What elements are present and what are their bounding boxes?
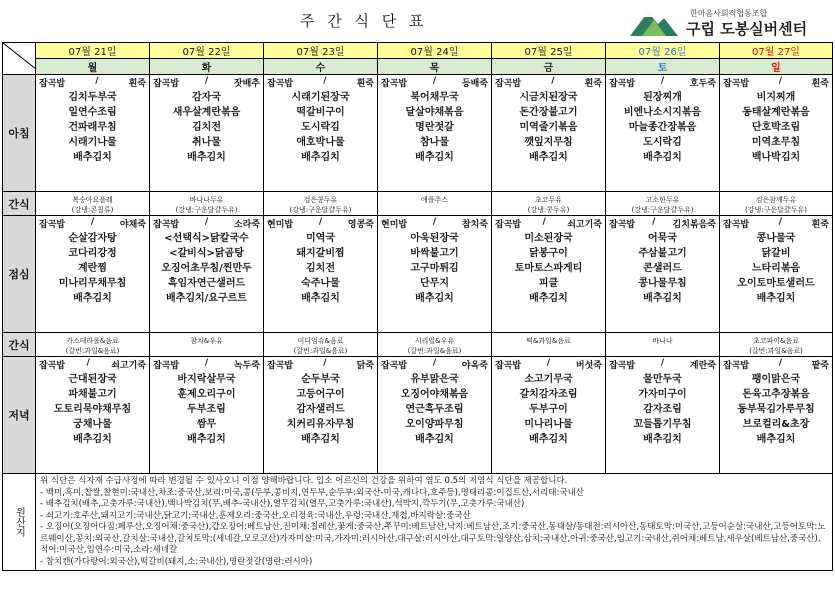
snack2-cell [36, 333, 150, 357]
porridge-type: 호두죽 [689, 79, 716, 89]
slash-divider: / [204, 217, 209, 227]
snack1-label: 간식 [3, 192, 36, 216]
rice-line [36, 216, 149, 231]
dish-item: 돼지갈비찜 [296, 248, 345, 259]
dinner-menu-cell [36, 357, 150, 474]
dish-item: 미역초무침 [751, 137, 801, 148]
lunch-menu-cell [492, 216, 606, 333]
snack2-cell [606, 333, 720, 357]
dish-item: 배추김치 [187, 434, 226, 445]
rice-line [36, 75, 149, 90]
snack2-cell [150, 333, 264, 357]
dish-item: 느타리볶음 [751, 263, 801, 274]
dish-item: 깻잎지무침 [524, 137, 573, 148]
organization-name: 한마음사회적협동조합 [690, 9, 768, 18]
dish-item: 배추김치 [643, 152, 682, 163]
origin-label: 원산지 [3, 474, 36, 571]
dish-item: 바지락살무국 [177, 374, 236, 385]
breakfast-menu-cell [720, 75, 833, 192]
date-cell: 07월 27일 [720, 43, 833, 59]
rice-type: 잡곡밥 [723, 220, 750, 230]
rice-type: 잡곡밥 [495, 79, 522, 89]
dish-item: 배추김치 [643, 434, 682, 445]
snack2-cell [378, 333, 492, 357]
lunch-menu-cell [36, 216, 150, 333]
dish-item: 배추김치 [756, 293, 796, 304]
dish-item: 소고기무국 [524, 374, 573, 385]
origin-note-line: - 쇠고기:호주산,돼지고기:국내산,닭고기:국내산,훈제오리:중국산,오리정육:국내산,우렁:국내산,재첩,바지락살:중국산 [40, 510, 471, 521]
snack-line: 카스테라롤&음료 [66, 337, 119, 345]
breakfast-label: 아침 [3, 75, 36, 192]
dish-item: 물만두국 [643, 374, 682, 385]
rice-type: 잡곡밥 [153, 79, 180, 89]
rice-line [720, 357, 832, 372]
dish-item: 계란찜 [78, 263, 107, 274]
breakfast-menu-cell [150, 75, 264, 192]
dish-item: 오이토마토샐러드 [737, 278, 815, 289]
snack-line: (강냉:콘칩류) [71, 206, 114, 214]
weekday-cell: 토 [606, 59, 720, 75]
dish-item: 갈치감자조림 [519, 389, 578, 400]
slash-divider: / [432, 217, 437, 227]
dish-item: 순두부국 [301, 374, 340, 385]
weekday-cell: 일 [720, 59, 833, 75]
dish-item: 새우살계란볶음 [172, 107, 241, 118]
dinner-menu-cell [150, 357, 264, 474]
dish-item: 꼬들톱기무침 [633, 419, 692, 430]
snack-line: 애플주스 [420, 196, 449, 204]
rice-type: 현미밥 [267, 220, 294, 230]
snack1-cell [36, 192, 150, 216]
slash-divider: / [778, 358, 782, 368]
snack-line: 미디엄슈&음료 [297, 337, 344, 345]
rice-type: 잡곡밥 [609, 361, 636, 371]
origin-note-line: - 백미,흑미,찹쌀,찰현미:국내산,차조:중국산,보리:미국,콩(두부,콩비지,연두부,순두부:외국산-미국,캐나다,호주등),명태리콩:이집트산,서리태:국내산 [40, 487, 585, 498]
snack1-cell [150, 192, 264, 216]
rice-line [606, 357, 719, 372]
rice-line [492, 216, 605, 231]
breakfast-menu-cell [492, 75, 606, 192]
snack-line: 바나나두유 [189, 196, 224, 204]
snack1-cell [720, 192, 833, 216]
dish-item: 시래기나물 [68, 137, 117, 148]
origin-notes [36, 474, 833, 571]
snack2-cell [492, 333, 606, 357]
dish-item: 미역국 [306, 233, 335, 244]
porridge-type: 김치볶음죽 [672, 220, 716, 230]
dish-item: 마늘종간장볶음 [628, 122, 697, 133]
snack1-cell [264, 192, 378, 216]
rice-line [492, 357, 605, 372]
porridge-type: 잣배추 [233, 79, 260, 89]
rice-line [378, 75, 491, 90]
dish-item: 배추김치 [415, 293, 454, 304]
dish-item: 오징어야채볶음 [400, 389, 469, 400]
weekday-cell: 목 [378, 59, 492, 75]
dish-item: 고등어구이 [296, 389, 345, 400]
slash-divider: / [546, 358, 551, 368]
slash-divider: / [652, 217, 656, 227]
slash-divider: / [432, 358, 437, 368]
porridge-type: 야옥죽 [461, 361, 488, 371]
dish-item: 떡갈비구이 [296, 107, 345, 118]
page-title: 주 간 식 단 표 [300, 12, 428, 30]
snack-line: (갈번:과일&음료) [407, 347, 462, 355]
dish-item: 브로컬리&초장 [742, 419, 810, 430]
dish-item: 배추김치 [301, 152, 340, 163]
breakfast-menu-cell [606, 75, 720, 192]
origin-note-line: 위 식단은 식자재 수급사정에 따라 변경될 수 있사오니 이점 양해바랍니다. 입소 어르신의 건강을 위하여 염도 0.5의 저염식 식단을 제공합니다. [40, 476, 568, 486]
porridge-type: 버섯죽 [575, 361, 602, 371]
rice-type: 잡곡밥 [39, 79, 66, 89]
dish-item: 시금치된장국 [519, 92, 578, 103]
dish-item: 닭갈비 [761, 248, 791, 259]
rice-type: 잡곡밥 [267, 361, 294, 371]
dish-item: 김치전 [192, 122, 221, 133]
rice-line [606, 216, 719, 231]
dish-item: 북어채무국 [410, 92, 459, 103]
snack-line: 검은참깨두유 [755, 196, 797, 204]
rice-line [36, 357, 149, 372]
rice-type: 잡곡밥 [495, 220, 522, 230]
snack2-cell [720, 333, 833, 357]
dish-item: 미소된장국 [524, 233, 573, 244]
weekday-cell: 금 [492, 59, 606, 75]
rice-type: 잡곡밥 [609, 220, 636, 230]
rice-type: 잡곡밥 [39, 361, 66, 371]
slash-divider: / [778, 217, 782, 227]
snack-line: 고소한두유 [645, 196, 680, 204]
dish-item: 오이양파무침 [405, 419, 464, 430]
date-cell: 07월 26일 [606, 43, 720, 59]
dish-item: 배추김치/요구르트 [166, 293, 247, 304]
dish-item: 배추김치 [73, 434, 112, 445]
snack-line: (강냉:콩두유) [527, 206, 570, 214]
dish-item: 동부묵김가루무침 [737, 404, 815, 415]
dinner-menu-cell [264, 357, 378, 474]
rice-line [720, 216, 832, 231]
dish-item: 애호박나물 [296, 137, 345, 148]
snack2-cell [264, 333, 378, 357]
dish-item: 배추김치 [73, 293, 112, 304]
rice-type: 잡곡밥 [381, 361, 408, 371]
slash-divider: / [660, 358, 665, 368]
weekday-cell: 월 [36, 59, 150, 75]
date-cell: 07월 22일 [150, 43, 264, 59]
dish-item: 김치전 [306, 263, 335, 274]
porridge-type: 참치죽 [461, 220, 488, 230]
snack2-label: 간식 [3, 333, 36, 357]
dish-item: 일연수조림 [68, 107, 117, 118]
lunch-menu-cell [150, 216, 264, 333]
snack-line: 바나나 [652, 337, 673, 345]
dish-item: 돈육고추장볶음 [742, 389, 810, 400]
snack1-cell [492, 192, 606, 216]
porridge-type: 흰죽 [811, 220, 829, 230]
origin-note-line: - 참치캔(가다랑어:외국산),떡갈비(돼지,소:국내산),명란젓갈(명란:러시아) [40, 556, 313, 567]
porridge-type: 쇠고기죽 [111, 361, 146, 371]
snack-line: (갈번:과일&음료) [293, 347, 348, 355]
dish-item: 배추김치 [301, 293, 340, 304]
dinner-menu-cell [378, 357, 492, 474]
dish-item: 바싹불고기 [410, 248, 459, 259]
rice-type: 잡곡밥 [609, 79, 636, 89]
dinner-label: 저녁 [3, 357, 36, 474]
rice-type: 잡곡밥 [723, 361, 750, 371]
dish-item: 배추김치 [529, 293, 568, 304]
porridge-type: 소라죽 [233, 220, 260, 230]
breakfast-menu-cell [378, 75, 492, 192]
dish-item: 달살야채볶음 [405, 107, 464, 118]
dish-item: 비지찌개 [756, 92, 796, 103]
snack-line: 떡&과일&음료 [526, 337, 571, 345]
dinner-menu-cell [492, 357, 606, 474]
dish-item: 배추김치 [301, 434, 340, 445]
origin-note-line: - 오징어(오징어다짐:페루산,오징어채:중국산),갑오징어:베트남산,진미채:칠레산,꽃게:중국산,쭈꾸미:베트남산,낙지:베트남산,조기:중국산,동태살/동태전:러시아산,동태토막:미국산,고등어순살:국내산,고등어토막:노르웨이산,꽁치:외국산,갈치살:국내산,갈치토막:(세네갈,모로코산)가자미살:미국,가자미:러시아산,대구살:러시아산,대구토막:일양산,삼치:국내산,아귀:중국산,임고기:국내산,쥐어채:베트남,새우살(베트남산,중국산),적어:미국산,임연수:미국,소라:세네갈 [40, 522, 826, 555]
porridge-type: 흰죽 [811, 79, 829, 89]
lunch-menu-cell [378, 216, 492, 333]
dinner-menu-cell [606, 357, 720, 474]
rice-line [264, 75, 377, 90]
rice-line [606, 75, 719, 90]
slash-divider: / [318, 217, 323, 227]
dish-item: 건파래무침 [68, 122, 117, 133]
dish-item: 콘샐러드 [643, 263, 682, 274]
dish-item: 돈간장불고기 [519, 107, 578, 118]
dish-item: 배추김치 [529, 152, 568, 163]
dish-item: 콩나물국 [756, 233, 796, 244]
porridge-type: 흰죽 [356, 79, 374, 89]
dish-item: 미나리나물 [524, 419, 573, 430]
snack-line: 복숭아요플레 [72, 196, 113, 204]
rice-line [150, 75, 263, 90]
snack-line: (갈번:과일&음료) [749, 347, 803, 355]
dish-item: 훈제오리구이 [177, 389, 236, 400]
dish-item: 도시락김 [643, 137, 682, 148]
dish-item: 어묵국 [648, 233, 677, 244]
page-header [0, 0, 835, 42]
porridge-type: 계란죽 [689, 361, 716, 371]
porridge-type: 야채죽 [119, 220, 146, 230]
dish-item: 단호박조림 [751, 122, 801, 133]
rice-line [492, 75, 605, 90]
slash-divider: / [778, 76, 782, 86]
dish-item: 오징어초무침/찐만두 [161, 263, 252, 274]
slash-divider: / [551, 76, 555, 86]
dish-item: 배추김치 [187, 152, 226, 163]
dish-item: 배추김치 [415, 152, 454, 163]
snack-line: (강냉:구운달걀두유) [745, 206, 807, 214]
snack-line: 초코두유 [534, 196, 563, 204]
slash-divider: / [86, 358, 90, 368]
dish-item: 근대된장국 [68, 374, 117, 385]
dish-item: 콩나물무침 [638, 278, 687, 289]
porridge-type: 닭죽 [356, 361, 374, 371]
rice-line [150, 357, 263, 372]
weekday-cell: 화 [150, 59, 264, 75]
rice-line [378, 357, 491, 372]
dish-item: 배추김치 [415, 434, 454, 445]
porridge-type: 등배죽 [461, 79, 488, 89]
porridge-type: 흰죽 [128, 79, 146, 89]
snack-line: (강냉:구운달걀두유) [175, 206, 238, 214]
weekly-menu-table [2, 42, 833, 571]
porridge-type: 영콩죽 [347, 220, 374, 230]
dish-item: <선택식>닭칼국수 [164, 233, 249, 244]
origin-note-line: - 배추김치(배추,고춧가루:국내산),백나박김치(무,배추-국내산),열무김치(열무,고춧가루:국내산),석박지,깍두기(무,고춧가루:국내산) [40, 499, 525, 509]
center-name: 구립 도봉실버센터 [686, 20, 808, 38]
dish-item: <갈비식>닭곰탕 [169, 248, 244, 259]
rice-line [720, 75, 832, 90]
dish-item: 연근흑두조림 [405, 404, 464, 415]
snack-line: (강냉:구운달걀두유) [289, 206, 352, 214]
dish-item: 숙주나물 [301, 278, 340, 289]
dish-item: 배추김치 [529, 434, 568, 445]
dish-item: 유부맑은국 [410, 374, 459, 385]
corner-cell [3, 43, 36, 75]
rice-line [264, 216, 377, 231]
slash-divider: / [204, 358, 209, 368]
dish-item: 닭봉구이 [529, 248, 568, 259]
lunch-menu-cell [264, 216, 378, 333]
slash-divider: / [323, 358, 327, 368]
breakfast-menu-cell [36, 75, 150, 192]
rice-type: 잡곡밥 [381, 79, 408, 89]
dish-item: 미나리무채무침 [58, 278, 127, 289]
snack1-cell [378, 192, 492, 216]
date-cell: 07월 25일 [492, 43, 606, 59]
rice-type: 잡곡밥 [153, 220, 180, 230]
dish-item: 백나박김치 [751, 152, 801, 163]
dish-item: 팽이맑은국 [751, 374, 801, 385]
porridge-type: 팥죽 [811, 361, 829, 371]
snack-line: 초코파이&음료 [752, 337, 800, 345]
dish-item: 토마토스파게티 [514, 263, 583, 274]
slash-divider: / [542, 217, 546, 227]
lunch-menu-cell [606, 216, 720, 333]
rice-type: 잡곡밥 [723, 79, 750, 89]
dish-item: 두부구이 [529, 404, 568, 415]
rice-type: 잡곡밥 [153, 361, 180, 371]
dish-item: 감자국 [192, 92, 221, 103]
dish-item: 도시락김 [301, 122, 340, 133]
dish-item: 아욱된장국 [410, 233, 459, 244]
dish-item: 명란젓갈 [415, 122, 454, 133]
dish-item: 비엔나소시지볶음 [623, 107, 702, 118]
snack1-cell [606, 192, 720, 216]
dish-item: 가자미구이 [638, 389, 687, 400]
snack-line: (갈번:과일&음료) [65, 347, 120, 355]
dish-item: 궁채나물 [73, 419, 112, 430]
dish-item: 주삼불고기 [638, 248, 687, 259]
dish-item: 흑임자연근샐러드 [167, 278, 246, 289]
dish-item: 배추김치 [73, 152, 112, 163]
dish-item: 시래기된장국 [291, 92, 350, 103]
dish-item: 피클 [538, 278, 559, 289]
porridge-type: 흰죽 [584, 79, 602, 89]
lunch-label: 점심 [3, 216, 36, 333]
dish-item: 단무지 [420, 278, 449, 289]
slash-divider: / [204, 76, 209, 86]
porridge-type: 녹두죽 [233, 361, 260, 371]
rice-type: 현미밥 [381, 220, 408, 230]
date-cell: 07월 23일 [264, 43, 378, 59]
date-cell: 07월 21일 [36, 43, 150, 59]
dish-item: 파채불고기 [68, 389, 117, 400]
dish-item: 미역줄기볶음 [519, 122, 578, 133]
dish-item: 순살감자탕 [68, 233, 117, 244]
rice-type: 잡곡밥 [495, 361, 522, 371]
rice-line [264, 357, 377, 372]
dish-item: 참나물 [420, 137, 449, 148]
dish-item: 김치두부국 [68, 92, 117, 103]
dinner-menu-cell [720, 357, 833, 474]
snack-line: 시리얼&우유 [414, 337, 455, 345]
dish-item: 도토리묵야채무침 [53, 404, 132, 415]
dish-item: 배추김치 [756, 434, 796, 445]
dish-item: 두부조림 [187, 404, 226, 415]
dish-item: 치커리유자무침 [286, 419, 355, 430]
snack-line: 검은콩두유 [303, 196, 338, 204]
slash-divider: / [660, 76, 665, 86]
dish-item: 취나물 [192, 137, 221, 148]
slash-divider: / [323, 76, 327, 86]
dish-item: 코다리강정 [68, 248, 117, 259]
dish-item: 배추김치 [643, 293, 682, 304]
lunch-menu-cell [720, 216, 833, 333]
dish-item: 고구마튀김 [410, 263, 459, 274]
mountain-logo-icon [628, 6, 680, 40]
rice-line [150, 216, 263, 231]
breakfast-menu-cell [264, 75, 378, 192]
snack-line: (강냉:구운달걀두유) [631, 206, 694, 214]
rice-type: 잡곡밥 [39, 220, 66, 230]
dish-item: 쌈무 [196, 419, 217, 430]
rice-line [378, 216, 491, 231]
slash-divider: / [432, 76, 437, 86]
dish-item: 된장찌개 [643, 92, 682, 103]
rice-type: 잡곡밥 [267, 79, 294, 89]
date-cell: 07월 24일 [378, 43, 492, 59]
porridge-type: 쇠고기죽 [567, 220, 602, 230]
dish-item: 감자조림 [643, 404, 682, 415]
slash-divider: / [95, 76, 99, 86]
dish-item: 동태살계란볶음 [742, 107, 810, 118]
dish-item: 감자샐러드 [296, 404, 345, 415]
slash-divider: / [90, 217, 95, 227]
snack-line: 참치&우유 [190, 337, 223, 345]
weekday-cell: 수 [264, 59, 378, 75]
